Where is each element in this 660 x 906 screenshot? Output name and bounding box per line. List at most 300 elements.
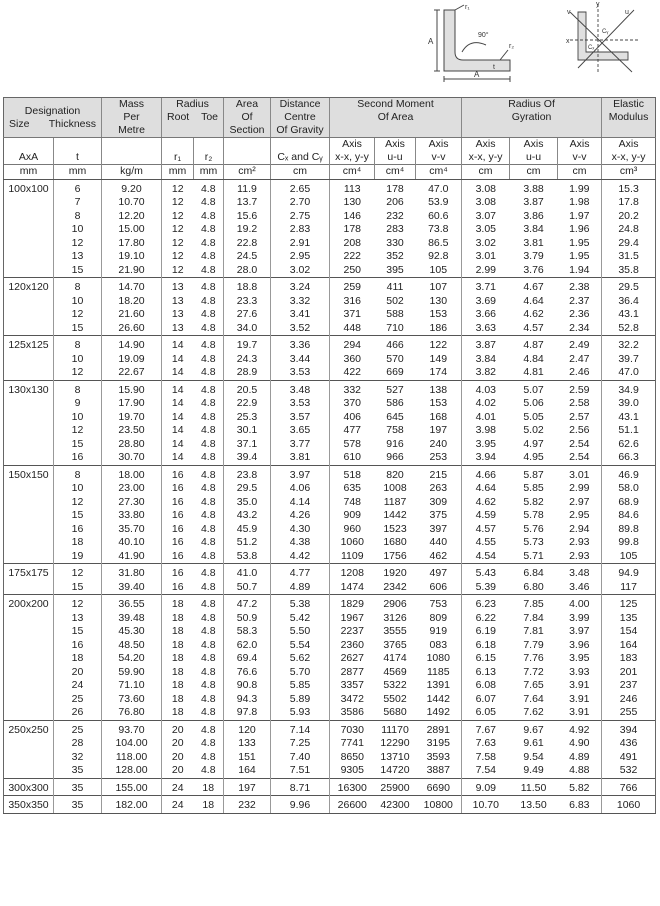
table-cell: 4.88	[569, 764, 590, 777]
table-cell: 47.0	[602, 366, 656, 380]
table-cell: 22.67	[102, 366, 162, 380]
table-cell: 5.93	[271, 706, 330, 720]
table-cell: 153	[429, 308, 448, 321]
table-cell: 130	[330, 196, 375, 210]
subheader-gyration-xx	[462, 138, 510, 165]
table-row	[4, 411, 656, 425]
table-cell: 18.00	[102, 465, 162, 482]
size-cell: 200x200	[4, 595, 54, 721]
unit-cell: cm	[510, 165, 558, 180]
table-cell: 3.91	[569, 679, 590, 692]
table-row	[4, 796, 656, 814]
table-cell: 966	[386, 451, 404, 464]
table-cell: 15	[54, 322, 102, 336]
diagram-label-a-horizontal: A	[474, 70, 480, 79]
table-cell: 45.30	[102, 625, 162, 639]
table-cell: 94.3	[224, 693, 271, 707]
table-cell: 909	[330, 509, 375, 523]
table-cell: 570	[386, 352, 404, 365]
table-cell: 222	[330, 250, 375, 264]
table-cell: 16	[162, 550, 194, 564]
table-cell: 130	[429, 294, 448, 307]
table-cell: 4.8	[200, 437, 216, 450]
table-cell: 117	[602, 581, 656, 595]
table-cell: 4.30	[271, 523, 330, 537]
table-cell: 820	[375, 465, 416, 482]
table-cell: 4.38	[271, 536, 330, 550]
table-cell: 10.70	[462, 796, 510, 814]
table-cell: 6.08	[462, 679, 510, 693]
table-cell: 25	[54, 693, 102, 707]
table-cell: 14	[162, 411, 194, 425]
table-cell: 12	[162, 196, 194, 210]
table-cell: 4.92	[558, 720, 602, 737]
table-cell: 197	[224, 778, 271, 796]
size-cell: 350x350	[4, 796, 54, 814]
table-cell: 4.02	[462, 397, 510, 411]
table-cell: 3357	[330, 679, 375, 693]
table-cell: 25900	[375, 778, 416, 796]
table-cell: 5.76	[523, 522, 544, 535]
table-cell: 1.98	[569, 196, 590, 209]
table-row	[4, 336, 656, 353]
table-cell: 3887	[426, 764, 450, 777]
table-cell: 7.65	[523, 679, 544, 692]
header-size: Size	[9, 117, 30, 130]
table-cell: 710	[386, 321, 404, 334]
table-cell: 151	[224, 751, 271, 765]
table-cell: 4.8	[200, 580, 216, 593]
table-cell: 3.91	[569, 706, 590, 719]
table-cell: 4.8	[200, 451, 216, 464]
subheader-axis-label: Axis	[523, 138, 544, 150]
table-cell: 34.9	[602, 380, 656, 397]
table-cell: 3.84	[523, 223, 544, 236]
table-cell: 208	[330, 237, 375, 251]
table-cell: 13.50	[510, 796, 558, 814]
table-cell: 122	[416, 336, 462, 353]
table-cell: 7	[54, 196, 102, 210]
table-cell: 2.99	[569, 482, 590, 495]
header-area-line2: Of	[241, 111, 253, 123]
table-cell: 66.3	[602, 451, 656, 465]
table-cell: 164	[602, 639, 656, 653]
table-cell: 7.79	[523, 638, 544, 651]
table-cell: 39.7	[602, 353, 656, 367]
table-cell: 12290	[380, 737, 410, 750]
table-cell: 23.8	[224, 465, 271, 482]
table-cell: 263	[429, 482, 448, 495]
table-cell: 36.4	[602, 295, 656, 309]
table-cell: 51.1	[602, 424, 656, 438]
table-cell: 43.1	[602, 308, 656, 322]
table-cell: 16	[162, 509, 194, 523]
table-cell: 3.02	[462, 237, 510, 251]
table-cell: 68.9	[602, 496, 656, 510]
table-cell: 168	[429, 410, 448, 423]
table-cell: 15	[54, 625, 102, 639]
table-cell: 4.87	[510, 336, 558, 353]
table-cell: 51.2	[224, 536, 271, 550]
table-cell: 440	[429, 536, 448, 549]
header-designation	[4, 98, 102, 138]
table-cell: 2.38	[558, 278, 602, 295]
table-cell: 4.57	[462, 523, 510, 537]
table-cell: 2.65	[271, 179, 330, 196]
table-cell: 3.87	[523, 196, 544, 209]
table-cell: 26	[54, 706, 102, 720]
table-cell: 99.8	[602, 536, 656, 550]
subheader-axis-label: Axis	[428, 138, 449, 150]
table-cell: 10.70	[102, 196, 162, 210]
axes-label-u: u	[625, 9, 629, 16]
table-cell: 4.8	[200, 706, 216, 719]
table-cell: 586	[386, 397, 404, 410]
table-cell: 25.3	[224, 411, 271, 425]
table-cell: 2.57	[569, 410, 590, 423]
table-cell: 083	[429, 638, 448, 651]
table-cell: 1.97	[569, 209, 590, 222]
table-cell: 3.36	[271, 336, 330, 353]
table-cell: 610	[330, 451, 375, 465]
table-cell: 13	[162, 278, 194, 295]
table-cell: 4.8	[200, 737, 216, 750]
table-cell: 153	[429, 397, 448, 410]
table-cell: 15.6	[224, 210, 271, 224]
table-cell: 3.65	[271, 424, 330, 438]
table-cell: 2.34	[569, 321, 590, 334]
table-cell: 69.4	[224, 652, 271, 666]
table-cell: 178	[330, 223, 375, 237]
unit-cell: cm	[558, 165, 602, 180]
table-cell: 2.36	[569, 308, 590, 321]
table-row	[4, 451, 656, 465]
table-cell: 6.18	[462, 639, 510, 653]
table-cell: 2.37	[569, 294, 590, 307]
table-cell: 2.47	[569, 352, 590, 365]
table-cell: 394	[602, 720, 656, 737]
table-row	[4, 693, 656, 707]
table-cell: 12	[54, 308, 102, 322]
table-row	[4, 295, 656, 309]
table-cell: 28.9	[224, 366, 271, 380]
table-cell: 2342	[383, 580, 407, 593]
table-cell: 30.70	[102, 451, 162, 465]
table-cell: 20.2	[602, 210, 656, 224]
table-cell: 58.0	[602, 482, 656, 496]
table-cell: 3.99	[569, 611, 590, 624]
table-cell: 3586	[330, 706, 375, 720]
table-cell: 5.42	[271, 612, 330, 626]
table-cell: 53.9	[428, 196, 449, 209]
table-cell: 19	[54, 550, 102, 564]
table-row	[4, 380, 656, 397]
table-row	[4, 210, 656, 224]
table-cell: 46.9	[602, 465, 656, 482]
table-cell: 50.7	[224, 581, 271, 595]
table-cell: 1060	[602, 796, 656, 814]
header-centre-of-gravity	[271, 98, 330, 138]
table-cell: 6.22	[462, 612, 510, 626]
subheader-r2: r₂	[194, 138, 224, 165]
table-cell: 2627	[330, 652, 375, 666]
table-cell: 18	[162, 679, 194, 693]
table-cell: 4.8	[200, 549, 216, 562]
table-cell: 24.8	[602, 223, 656, 237]
table-cell: 3.79	[523, 250, 544, 263]
table-cell: 11.50	[510, 778, 558, 796]
table-cell: 6.05	[462, 706, 510, 720]
table-row	[4, 679, 656, 693]
table-cell: 7.63	[462, 737, 510, 751]
table-cell: 62.6	[602, 438, 656, 452]
table-cell: 3195	[426, 737, 450, 750]
table-cell: 9.61	[523, 737, 544, 750]
table-row	[4, 366, 656, 380]
table-cell: 753	[416, 595, 462, 612]
unit-cell: cm³	[602, 165, 656, 180]
table-cell: 5.50	[271, 625, 330, 639]
header-second-moment	[330, 98, 462, 138]
table-cell: 3.57	[271, 411, 330, 425]
table-cell: 5.02	[523, 424, 544, 437]
table-cell: 4.8	[194, 336, 224, 353]
size-cell: 300x300	[4, 778, 54, 796]
table-cell: 1442	[383, 509, 407, 522]
table-cell: 113	[330, 179, 375, 196]
table-cell: 3.81	[271, 451, 330, 465]
table-cell: 18	[54, 536, 102, 550]
table-cell: 4174	[383, 652, 407, 665]
table-cell: 12	[54, 366, 102, 380]
table-cell: 5.70	[271, 666, 330, 680]
table-cell: 253	[429, 451, 448, 464]
table-cell: 20	[54, 666, 102, 680]
subheader-gyration-uu	[510, 138, 558, 165]
table-row	[4, 308, 656, 322]
table-cell: 4.8	[200, 250, 216, 263]
table-cell: 47.0	[428, 182, 449, 195]
table-cell: 2.70	[271, 196, 330, 210]
table-cell: 3.91	[569, 692, 590, 705]
table-cell: 16300	[330, 778, 375, 796]
unit-cell: mm	[194, 165, 224, 180]
table-cell: 24	[162, 778, 194, 796]
table-cell: 2.95	[271, 250, 330, 264]
table-cell: 2.91	[271, 237, 330, 251]
table-cell: 9.67	[510, 720, 558, 737]
table-cell: 12	[162, 250, 194, 264]
table-cell: 3.46	[569, 580, 590, 593]
table-cell: 12	[54, 424, 102, 438]
table-cell: 26.60	[102, 322, 162, 336]
table-cell: 18	[162, 612, 194, 626]
table-cell: 4.8	[200, 665, 216, 678]
table-row	[4, 581, 656, 595]
table-cell: 3.08	[462, 179, 510, 196]
table-cell: 18	[162, 652, 194, 666]
table-cell: 406	[330, 411, 375, 425]
table-cell: 1185	[426, 665, 450, 678]
table-cell: 5.82	[558, 778, 602, 796]
table-cell: 4.01	[462, 411, 510, 425]
diagram-label-a-vertical: A	[428, 37, 434, 46]
table-cell: 4.62	[523, 308, 544, 321]
table-cell: 809	[429, 611, 448, 624]
header-mass-line1: Mass	[118, 98, 145, 110]
table-cell: 20	[162, 737, 194, 751]
table-cell: 4.8	[200, 223, 216, 236]
table-cell: 4.8	[194, 564, 224, 581]
table-cell: 6.83	[558, 796, 602, 814]
table-cell: 3126	[383, 611, 407, 624]
table-cell: 24.3	[224, 353, 271, 367]
table-cell: 18	[162, 706, 194, 720]
axes-label-cy: Cᵧ	[602, 29, 609, 35]
table-cell: 35	[54, 764, 102, 778]
table-cell: 1967	[330, 612, 375, 626]
table-cell: 1080	[426, 652, 450, 665]
table-cell: 1756	[383, 549, 407, 562]
table-cell: 6.80	[523, 580, 544, 593]
unit-cell: cm	[271, 165, 330, 180]
table-cell: 3.86	[523, 209, 544, 222]
table-cell: 9.96	[271, 796, 330, 814]
table-cell: 50.9	[224, 612, 271, 626]
table-cell: 1391	[426, 679, 450, 692]
table-cell: 527	[375, 380, 416, 397]
axes-label-x: x	[566, 38, 570, 45]
table-row	[4, 509, 656, 523]
header-moment-line1: Second Moment	[357, 98, 434, 110]
table-cell: 183	[602, 652, 656, 666]
table-cell: 13	[54, 612, 102, 626]
table-cell: 1920	[375, 564, 416, 581]
table-cell: 4.8	[200, 536, 216, 549]
table-cell: 105	[602, 550, 656, 564]
table-cell: 3.48	[558, 564, 602, 581]
table-cell: 12	[162, 264, 194, 278]
angle-section-diagram	[434, 5, 510, 82]
table-cell: 232	[386, 209, 404, 222]
header-centre-line2: Centre	[284, 111, 316, 123]
table-cell: 16	[54, 451, 102, 465]
table-cell: 71.10	[102, 679, 162, 693]
table-cell: 2.99	[462, 264, 510, 278]
table-cell: 35.8	[602, 264, 656, 278]
table-cell: 7.58	[462, 751, 510, 765]
subheader-axa: AxA	[4, 138, 54, 165]
table-cell: 12	[54, 564, 102, 581]
table-cell: 411	[375, 278, 416, 295]
table-cell: 2.54	[569, 451, 590, 464]
table-cell: 8	[54, 210, 102, 224]
table-cell: 16	[162, 564, 194, 581]
table-cell: 10	[54, 411, 102, 425]
subheader-gyration-vv	[558, 138, 602, 165]
table-cell: 4.8	[200, 352, 216, 365]
table-cell: 22.9	[224, 397, 271, 411]
table-cell: 21.90	[102, 264, 162, 278]
table-cell: 5680	[383, 706, 407, 719]
table-cell: 62.0	[224, 639, 271, 653]
table-cell: 5322	[383, 679, 407, 692]
table-cell: 2360	[330, 639, 375, 653]
table-cell: 370	[330, 397, 375, 411]
header-gyration-line1: Radius Of	[508, 98, 555, 110]
table-cell: 766	[602, 778, 656, 796]
table-cell: 12.20	[102, 210, 162, 224]
table-cell: 12	[162, 179, 194, 196]
header-moment-line2: Of Area	[377, 111, 414, 123]
table-cell: 12	[162, 223, 194, 237]
subheader-t: t	[54, 138, 102, 165]
subheader-moment-vv	[416, 138, 462, 165]
table-cell: 118.00	[102, 751, 162, 765]
table-cell: 4.26	[271, 509, 330, 523]
table-cell: 7.25	[271, 737, 330, 751]
table-cell: 15.00	[102, 223, 162, 237]
table-cell: 27.30	[102, 496, 162, 510]
table-cell: 3.63	[462, 322, 510, 336]
size-cell: 125x125	[4, 336, 54, 381]
table-cell: 332	[330, 380, 375, 397]
subheader-moment-xx	[330, 138, 375, 165]
header-mass	[102, 98, 162, 138]
table-cell: 4.67	[510, 278, 558, 295]
table-cell: 9.49	[523, 764, 544, 777]
table-cell: 18	[194, 778, 224, 796]
table-cell: 34.0	[224, 322, 271, 336]
table-cell: 3.88	[523, 182, 544, 195]
table-row	[4, 720, 656, 737]
table-cell: 54.20	[102, 652, 162, 666]
table-cell: 90.8	[224, 679, 271, 693]
table-cell: 16	[162, 465, 194, 482]
table-cell: 4.8	[194, 465, 224, 482]
table-cell: 1008	[383, 482, 407, 495]
table-cell: 2.58	[569, 397, 590, 410]
subheader-axis-uu: u-u	[525, 151, 542, 163]
table-cell: 9.09	[462, 778, 510, 796]
table-cell: 2.93	[569, 536, 590, 549]
table-cell: 1060	[330, 536, 375, 550]
table-cell: 2.95	[569, 509, 590, 522]
table-cell: 330	[386, 236, 404, 249]
table-cell: 4.66	[462, 465, 510, 482]
header-row-titles	[4, 98, 656, 138]
table-cell: 2.97	[569, 495, 590, 508]
table-cell: 4.90	[569, 737, 590, 750]
table-cell: 149	[429, 352, 448, 365]
equal-angle-properties-table	[3, 97, 656, 814]
table-cell: 19.7	[224, 336, 271, 353]
table-cell: 8	[54, 465, 102, 482]
table-cell: 3.05	[462, 223, 510, 237]
table-cell: 41.90	[102, 550, 162, 564]
table-row	[4, 223, 656, 237]
table-cell: 4.06	[271, 482, 330, 496]
table-cell: 7.67	[462, 720, 510, 737]
table-row	[4, 595, 656, 612]
table-cell: 14	[162, 336, 194, 353]
table-cell: 2.54	[569, 437, 590, 450]
table-cell: 4.8	[194, 595, 224, 612]
table-cell: 3.93	[569, 665, 590, 678]
table-row	[4, 625, 656, 639]
table-cell: 6690	[416, 778, 462, 796]
table-cell: 94.9	[602, 564, 656, 581]
